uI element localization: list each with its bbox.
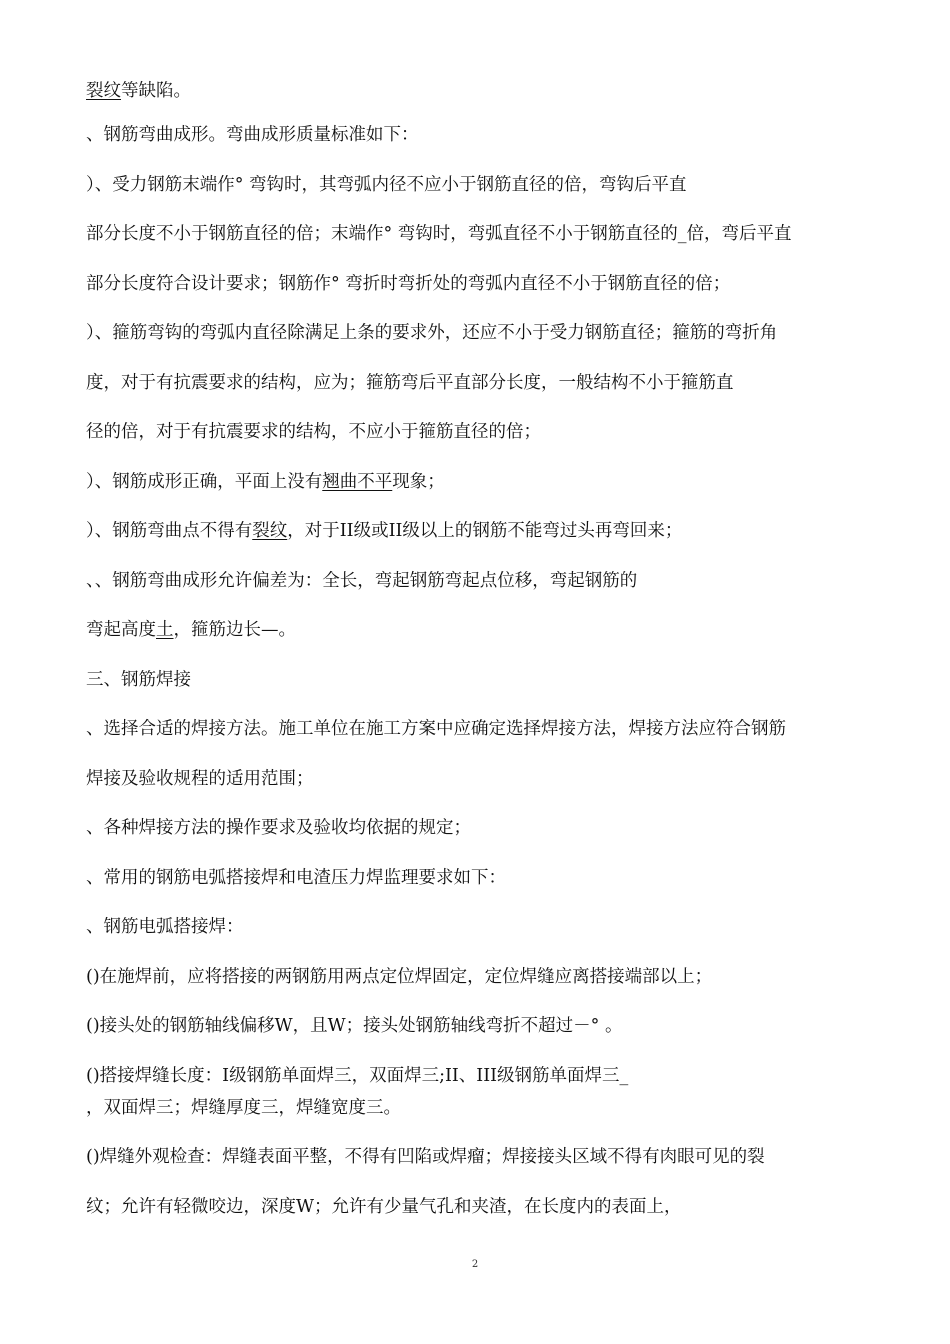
text-line-5: 部分长度符合设计要求；钢筋作° 弯折时弯折处的弯弧内直径不小于钢筋直径的倍； (86, 274, 731, 294)
text-line-24: 纹；允许有轻微咬边，深度W；允许有少量气孔和夹渣，在长度内的表面上， (86, 1197, 682, 1217)
text-line-7: 度，对于有抗震要求的结构，应为；箍筋弯后平直部分长度，一般结构不小于箍筋直 (86, 373, 734, 393)
text-line-9: ）、钢筋成形正确，平面上没有翘曲不平现象； (86, 472, 445, 492)
text-line-1: 裂纹等缺陷。 (86, 81, 191, 101)
section-heading-welding: 三、钢筋焊接 (86, 670, 191, 690)
text-line-2: 、钢筋弯曲成形。弯曲成形质量标准如下： (86, 125, 419, 145)
text-line-12: 弯起高度土，箍筋边长—。 (86, 620, 296, 640)
text-line-20: ()接头处的钢筋轴线偏移W，且W；接头处钢筋轴线弯折不超过－° 。 (86, 1016, 623, 1036)
text-line-21: ()搭接焊缝长度：I级钢筋单面焊三，双面焊三;II、III级钢筋单面焊三_ (86, 1066, 629, 1086)
text-line-22: ，双面焊三；焊缝厚度三，焊缝宽度三。 (86, 1098, 401, 1118)
text-line-23: ()焊缝外观检查：焊缝表面平整，不得有凹陷或焊瘤；焊接接头区域不得有肉眼可见的裂 (86, 1147, 765, 1167)
text-line-11: 、、钢筋弯曲成形允许偏差为：全长，弯起钢筋弯起点位移，弯起钢筋的 (86, 571, 638, 591)
text-line-10: ）、钢筋弯曲点不得有裂纹，对于II级或II级以上的钢筋不能弯过头再弯回来； (86, 521, 683, 541)
page-number: 2 (471, 1259, 479, 1270)
text-line-17: 、常用的钢筋电弧搭接焊和电渣压力焊监理要求如下： (86, 868, 506, 888)
text-line-19: ()在施焊前，应将搭接的两钢筋用两点定位焊固定，定位焊缝应离搭接端部以上； (86, 967, 713, 987)
text-line-8: 径的倍，对于有抗震要求的结构，不应小于箍筋直径的倍； (86, 422, 541, 442)
text-line-6: ）、箍筋弯钩的弯弧内直径除满足上条的要求外，还应不小于受力钢筋直径；箍筋的弯折角 (86, 323, 778, 343)
text-line-16: 、各种焊接方法的操作要求及验收均依据的规定； (86, 818, 471, 838)
text-line-4: 部分长度不小于钢筋直径的倍；末端作° 弯钩时，弯弧直径不小于钢筋直径的_倍，弯后平直 (86, 224, 792, 244)
text-line-15: 焊接及验收规程的适用范围； (86, 769, 314, 789)
text-line-14: 、选择合适的焊接方法。施工单位在施工方案中应确定选择焊接方法，焊接方法应符合钢筋 (86, 719, 786, 739)
text-line-3: ）、受力钢筋末端作° 弯钩时，其弯弧内径不应小于钢筋直径的倍，弯钩后平直 (86, 175, 687, 195)
text-line-18: 、钢筋电弧搭接焊： (86, 917, 244, 937)
